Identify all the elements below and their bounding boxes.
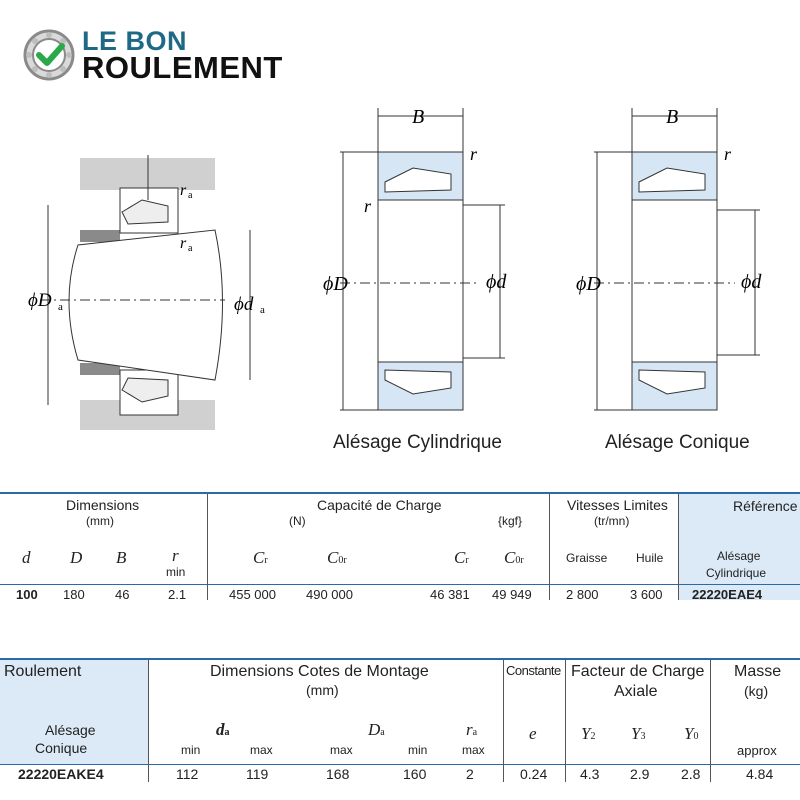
bearing-header: Roulement (4, 663, 82, 680)
dimensions-unit: (mm) (86, 514, 114, 528)
mounting-unit: (mm) (306, 682, 339, 698)
B-label-con: B (666, 106, 679, 128)
col-da: da (216, 720, 230, 739)
axial-header: Facteur de Charge (571, 663, 705, 680)
col-Cr-kgf: Cr (454, 548, 469, 567)
ra-label-2-sub: a (188, 243, 193, 254)
mounting-diagram (28, 155, 265, 430)
ra-label-1: r (180, 182, 187, 199)
B-label-cyl: B (412, 106, 425, 128)
col-ref-line2: Cylindrique (706, 566, 767, 580)
D-label-cyl: ϕD (323, 273, 348, 295)
capacity-header: Capacité de Charge (317, 497, 442, 513)
col-Cr: Cr (253, 548, 268, 567)
constant-header: Constante (506, 663, 561, 678)
d-label-con: ϕd (741, 271, 762, 293)
da-label-sub: a (260, 304, 265, 316)
col-r-min: min (166, 565, 186, 579)
caption-conical: Alésage Conique (605, 432, 750, 453)
d-label-cyl: ϕd (486, 271, 507, 293)
bore-line1: Alésage (45, 722, 96, 738)
col-C0r: C0r (327, 548, 347, 567)
col-C0r-kgf: C0r (504, 548, 524, 567)
col-Y0: Y0 (684, 724, 699, 743)
speeds-header: Vitesses Limites (567, 497, 668, 513)
col-ref-line1: Alésage (717, 549, 761, 563)
col-e: e (529, 724, 537, 743)
mass-header: Masse (734, 663, 782, 680)
D-label-con: ϕD (576, 273, 601, 295)
bearing-diagrams (0, 100, 800, 430)
mounting-header: Dimensions Cotes de Montage (210, 663, 429, 680)
caption-cylindrical: Alésage Cylindrique (333, 432, 502, 453)
capacity-unit-kgf: {kgf} (498, 514, 523, 528)
col-Y3: Y3 (631, 724, 646, 743)
axial-header-2: Axiale (614, 683, 658, 700)
col-Da: Da (368, 720, 385, 739)
col-ra: ra (466, 720, 478, 739)
logo-line1: LE BON (82, 26, 188, 56)
r-label-con: r (724, 144, 732, 164)
mass-unit: (kg) (744, 683, 769, 699)
col-d: d (22, 548, 31, 567)
col-B: B (116, 548, 127, 567)
Da-label: ϕD (28, 290, 52, 311)
r-label-cyl-2: r (364, 196, 372, 216)
ra-label-2: r (180, 235, 187, 252)
conical-bore-diagram (576, 106, 762, 410)
col-Y2: Y2 (581, 724, 596, 743)
Da-label-sub: a (58, 301, 63, 313)
r-label-cyl-1: r (470, 144, 478, 164)
logo-bearing-icon (22, 28, 76, 82)
col-r: r (172, 546, 179, 565)
col-oil: Huile (636, 551, 664, 565)
speeds-unit: (tr/mn) (594, 514, 630, 528)
cylindrical-bore-diagram (323, 106, 507, 410)
capacity-unit-n: (N) (289, 514, 306, 528)
logo-line2: ROULEMENT (82, 50, 283, 85)
da-label: ϕd (234, 294, 254, 315)
bore-line2: Conique (35, 740, 88, 756)
ra-label-1-sub: a (188, 190, 193, 201)
reference-header: Référence (733, 498, 798, 514)
col-D: D (70, 548, 83, 567)
col-grease: Graisse (566, 551, 608, 565)
dimensions-header: Dimensions (66, 497, 140, 513)
